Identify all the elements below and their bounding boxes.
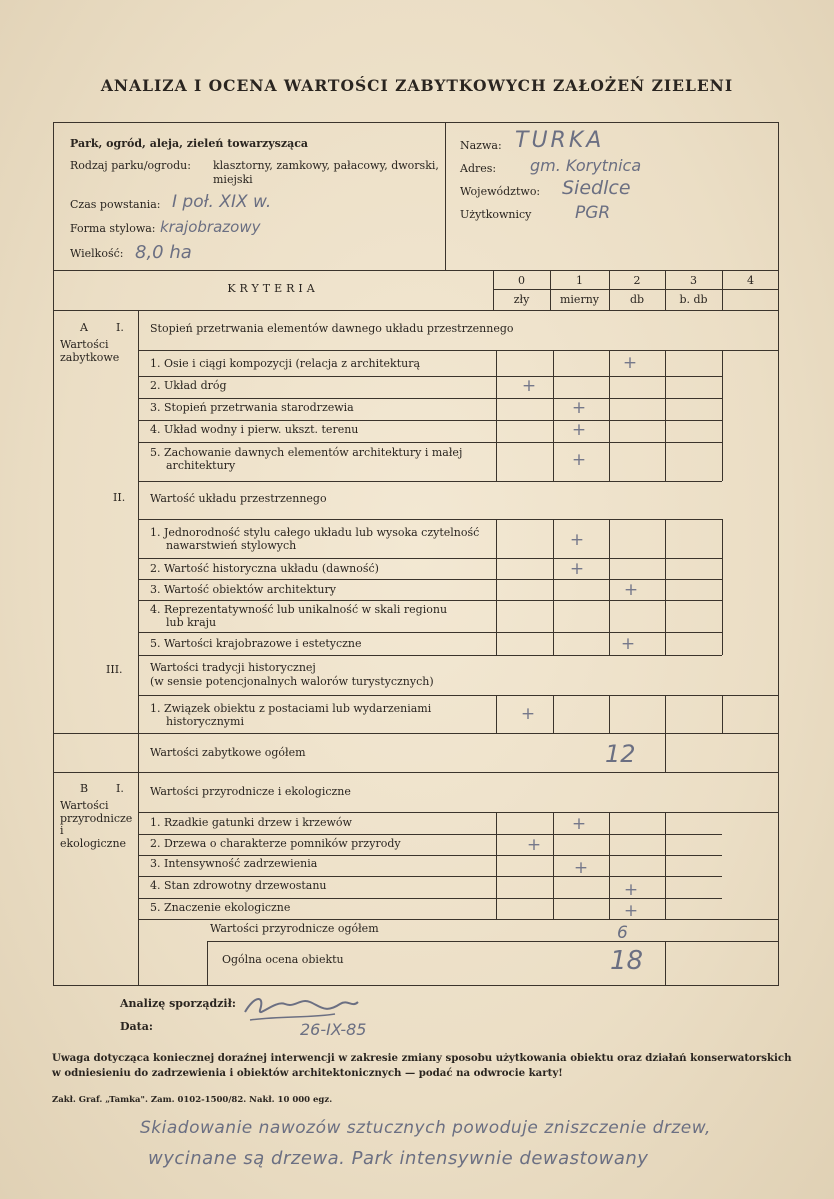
row-line [138,558,722,559]
voivodeship-label: Województwo: [460,185,541,198]
section-b-letter: B [80,782,89,795]
section-a-letter: A [80,321,88,334]
users-label: Użytkownicy [460,208,532,221]
type-options: klasztorny, zamkowy, pałacowy, dworski, [213,159,439,172]
notice-line-2: w odniesieniu do zadrzewienia i obiektów architektonicznych — podać na odwrocie karty! [52,1067,563,1079]
col-line [496,350,497,481]
criterion-b1-4: 4. Stan zdrowotny drzewostanu [150,879,327,892]
mark-b1-2: + [526,835,542,855]
size-label: Wielkość: [70,247,124,260]
section-a-label: Wartości zabytkowe [60,338,120,364]
criterion-b1-2: 2. Drzewa o charakterze pomników przyrody [150,837,401,850]
group-b1-title: Wartości przyrodnicze i ekologiczne [150,785,351,798]
address-label: Adres: [460,162,497,175]
score-label-1: mierny [559,293,599,306]
print-info: Zakł. Graf. „Tamka". Zam. 0102-1500/82. Nakł. 10 000 egz. [52,1095,333,1105]
handwritten-note-1: Skiadowanie nawozów sztucznych powoduje zniszczenie drzew, [140,1118,711,1138]
section-b-total-value: 6 [617,923,628,943]
section-b-label: Wartości przyrodnicze i ekologiczne [60,799,133,850]
row-line [138,919,779,920]
size-value: 8,0 ha [135,242,192,263]
type-label: Rodzaj parku/ogrodu: [70,159,191,172]
col-line [609,812,610,919]
col-line [550,270,551,310]
group-a3-title-2: (w sensie potencjonalnych walorów turystycznych) [150,675,434,688]
criterion-a2-3: 3. Wartość obiektów architektury [150,583,336,596]
col-line [496,812,497,919]
style-value: krajobrazowy [160,218,261,236]
col-line [722,695,723,733]
row-line [138,855,722,856]
section-b-group-1-num: I. [116,782,124,795]
row-line [138,519,722,520]
type-options-2: miejski [213,173,253,186]
score-label-2: db [629,293,645,306]
header-divider [445,122,446,270]
score-label-3: b. db [679,293,708,306]
voivodeship-value: Siedlce [562,177,631,199]
col-line [665,733,666,772]
score-1: 1 [576,274,583,287]
name-label: Nazwa: [460,139,502,152]
score-header-split [493,289,779,290]
row-line [53,772,779,773]
criterion-a2-1-cont: nawarstwień stylowych [166,539,297,552]
criterion-a1-4: 4. Układ wodny i pierw. ukszt. terenu [150,423,359,436]
criterion-a2-2: 2. Wartość historyczna układu (dawność) [150,562,379,575]
col-line [493,270,494,310]
prepared-by-label: Analizę sporządził: [120,997,236,1010]
criteria-bottom-line [53,310,779,311]
col-line [609,695,610,733]
criterion-a2-4: 4. Reprezentatywność lub unikalność w skali regionu [150,603,448,616]
row-line [138,420,722,421]
handwritten-note-2: wycinane są drzewa. Park intensywnie dewastowany [148,1148,649,1169]
criteria-top-line [53,270,779,271]
col-line [553,695,554,733]
row-line [138,632,722,633]
mark-b1-1: + [571,814,587,834]
mark-a3-1: + [520,704,536,724]
criterion-b1-3: 3. Intensywność zadrzewienia [150,857,318,870]
date-label: Data: [120,1020,153,1033]
col-line [553,812,554,919]
row-line [138,834,722,835]
col-line [609,519,610,655]
mark-a1-5: + [571,450,587,470]
mark-a2-5: + [620,634,636,654]
row-line [138,350,779,351]
row-line [138,442,722,443]
col-line [609,350,610,481]
mark-b1-4: + [623,880,639,900]
col-line [496,695,497,733]
group-a2-title: Wartość układu przestrzennego [150,492,327,505]
criterion-a1-2: 2. Układ dróg [150,379,227,392]
criterion-a2-4-cont: lub kraju [166,616,217,629]
score-2: 2 [633,274,641,287]
mark-a2-3: + [623,580,639,600]
criterion-a1-5: 5. Zachowanie dawnych elementów architektury i małej [150,446,463,459]
score-label-0: zły [513,293,530,306]
name-value: TURKA [515,128,605,153]
col-line [609,270,610,310]
col-line [665,519,666,655]
mark-a1-3: + [571,398,587,418]
mark-a2-1: + [569,530,585,550]
col-line [207,941,208,986]
col-line [665,941,666,986]
time-label: Czas powstania: [70,198,161,211]
mark-a2-2: + [569,559,585,579]
page-title: ANALIZA I OCENA WARTOŚCI ZABYTKOWYCH ZAŁOŻEŃ ZIELENI [100,76,734,95]
section-a-total-value: 12 [605,740,636,768]
row-line [138,376,722,377]
mark-b1-5: + [623,901,639,921]
criteria-label: KRYTERIA [227,282,319,295]
score-3: 3 [690,274,697,287]
date-value: 26-IX-85 [300,1020,367,1039]
group-a1-title: Stopień przetrwania elementów dawnego układu przestrzennego [150,322,514,335]
col-line [553,519,554,655]
col-line [722,350,723,481]
time-value: I poł. XIX w. [172,192,272,212]
criterion-a3-1-cont: historycznymi [166,715,244,728]
row-line [138,398,722,399]
criterion-a1-5-cont: architektury [166,459,236,472]
col-line [665,350,666,481]
col-line [665,695,666,733]
notice-line-1: Uwaga dotycząca koniecznej doraźnej interwencji w zakresie zmiany sposobu użytkowania obiektu oraz działań konserwatorskich [52,1052,792,1064]
row-line [138,695,779,696]
mark-a1-1: + [622,353,638,373]
row-line [138,600,722,601]
criterion-a2-5: 5. Wartości krajobrazowe i estetyczne [150,637,362,650]
mark-a1-4: + [571,420,587,440]
park-label: Park, ogród, aleja, zieleń towarzysząca [70,137,309,150]
criterion-a3-1: 1. Związek obiektu z postaciami lub wydarzeniami [150,702,432,715]
col-line [665,270,666,310]
col-line [722,519,723,655]
criterion-a2-1: 1. Jednorodność stylu całego układu lub wysoka czytelność [150,526,480,539]
section-a-total-label: Wartości zabytkowe ogółem [150,746,306,759]
mark-b1-3: + [573,858,589,878]
section-column-divider [138,310,139,986]
col-line [665,812,666,919]
mark-a1-2: + [521,376,537,396]
row-line [53,733,779,734]
style-label: Forma stylowa: [70,222,156,235]
criterion-a1-3: 3. Stopień przetrwania starodrzewia [150,401,354,414]
row-line [138,876,722,877]
col-line [553,350,554,481]
overall-value: 18 [610,946,644,976]
group-a3-title: Wartości tradycji historycznej [150,661,316,674]
criterion-b1-1: 1. Rzadkie gatunki drzew i krzewów [150,816,352,829]
row-line [138,655,722,656]
col-line [722,270,723,310]
score-4: 4 [747,274,754,287]
row-line [207,941,779,942]
row-line [138,812,779,813]
section-a-group-1-num: I. [116,321,124,334]
criterion-a1-1: 1. Osie i ciągi kompozycji (relacja z architekturą [150,357,421,370]
section-b-total-label: Wartości przyrodnicze ogółem [210,922,379,935]
score-0: 0 [518,274,525,287]
users-value: PGR [575,203,611,223]
criterion-b1-5: 5. Znaczenie ekologiczne [150,901,291,914]
col-line [496,519,497,655]
address-value: gm. Korytnica [530,156,642,175]
section-a-group-2-num: II. [113,491,126,504]
row-line [138,481,722,482]
section-a-group-3-num: III. [106,663,123,676]
overall-label: Ogólna ocena obiektu [222,953,344,966]
